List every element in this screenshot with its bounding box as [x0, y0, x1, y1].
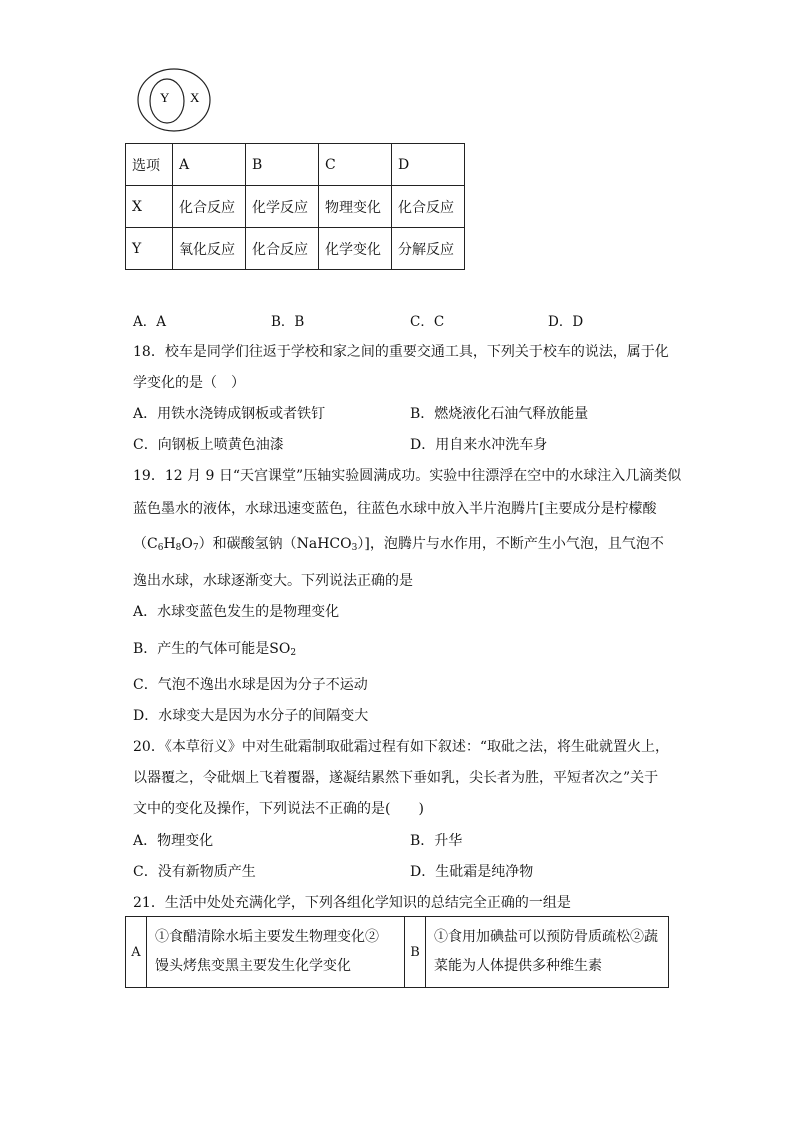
q21-option-b-line1: ①食用加碘盐可以预防骨质疏松②蔬 [434, 929, 658, 945]
q18-stem-line1: 18．校车是同学们往返于学校和家之间的重要交通工具，下列关于校车的说法，属于化 [133, 344, 669, 360]
q17-choice-a[interactable]: A．A [133, 314, 166, 330]
table-cell: X [126, 186, 173, 228]
q17-choice-b[interactable]: B．B [271, 314, 305, 330]
q17-options-table [125, 143, 465, 270]
formula-sub: 8 [175, 543, 182, 553]
q18-choice-c[interactable]: C．向钢板上喷黄色油漆 [133, 437, 284, 453]
table-row [126, 917, 669, 988]
q20-stem-line2: 以器覆之，令砒烟上飞着覆器，遂凝结累然下垂如乳，尖长者为胜，平短者次之”关于 [133, 770, 659, 786]
formula-part: H [163, 536, 176, 552]
q21-options-table [125, 916, 669, 988]
table-cell: 化学变化 [319, 228, 392, 270]
table-cell: 氧化反应 [173, 228, 246, 270]
q20-choice-a[interactable]: A．物理变化 [133, 833, 214, 849]
table-cell: A [173, 144, 246, 186]
table-cell: 化合反应 [392, 186, 465, 228]
venn-diagram [137, 68, 211, 132]
q21-option-b-line2: 菜能为人体提供多种维生素 [434, 958, 602, 974]
q21-stem: 21．生活中处处充满化学，下列各组化学知识的总结完全正确的一组是 [133, 895, 571, 911]
q19-choice-d[interactable]: D．水球变大是因为水分子的间隔变大 [133, 708, 369, 724]
formula-part: ）和碳酸氢钠（NaHCO [198, 536, 352, 552]
q19-stem-line3 [133, 533, 664, 553]
q18-choice-a[interactable]: A．用铁水浇铸成钢板或者铁钉 [133, 406, 326, 422]
q21-option-b[interactable] [426, 917, 669, 988]
q19-choice-b[interactable] [133, 638, 296, 658]
q18-stem-line2: 学变化的是（ ） [133, 375, 245, 391]
q19-stem-line2: 蓝色墨水的液体，水球迅速变蓝色，往蓝色水球中放入半片泡腾片[主要成分是柠檬酸 [133, 501, 657, 517]
table-cell: C [319, 144, 392, 186]
table-cell: 化合反应 [246, 228, 319, 270]
formula-sub: 7 [192, 543, 199, 553]
q19-stem-line4: 逸出水球，水球逐渐变大。下列说法正确的是 [133, 573, 413, 589]
q21-option-a[interactable] [147, 917, 405, 988]
table-row [126, 186, 465, 228]
q21-label-b: B [405, 917, 426, 988]
q19-choice-a[interactable]: A．水球变蓝色发生的是物理变化 [133, 604, 340, 620]
table-cell: D [392, 144, 465, 186]
formula-sub: 6 [157, 543, 164, 553]
formula-part: （C [133, 536, 158, 552]
q20-stem-line1: 20．《本草衍义》中对生砒霜制取砒霜过程有如下叙述：“取砒之法，将生砒就置火上， [133, 739, 669, 755]
q21-label-a: A [126, 917, 147, 988]
q19-choice-c[interactable]: C．气泡不逸出水球是因为分子不运动 [133, 677, 368, 693]
table-row [126, 228, 465, 270]
table-cell: Y [126, 228, 173, 270]
table-cell: 物理变化 [319, 186, 392, 228]
formula-sub: 2 [290, 648, 297, 658]
table-cell: 化合反应 [173, 186, 246, 228]
table-cell: B [246, 144, 319, 186]
q20-stem-line3: 文中的变化及操作，下列说法不正确的是( ) [133, 801, 424, 817]
q18-choice-d[interactable]: D．用自来水冲洗车身 [410, 437, 548, 453]
table-cell: 化学反应 [246, 186, 319, 228]
q20-choice-d[interactable]: D．生砒霜是纯净物 [410, 864, 534, 880]
q21-option-a-line1: ①食醋清除水垢主要发生物理变化② [155, 929, 379, 945]
q17-choice-c[interactable]: C．C [410, 314, 445, 330]
table-cell: 分解反应 [392, 228, 465, 270]
q20-choice-b[interactable]: B．升华 [410, 833, 463, 849]
formula-part: ）]，泡腾片与水作用，不断产生小气泡，且气泡不 [357, 536, 664, 552]
formula-sub: 3 [351, 543, 358, 553]
q20-choice-c[interactable]: C．没有新物质产生 [133, 864, 256, 880]
venn-label-y: Y [160, 90, 170, 105]
venn-label-x: X [190, 90, 200, 105]
table-row [126, 144, 465, 186]
formula-part: O [181, 536, 193, 552]
q21-option-a-line2: 馒头烤焦变黑主要发生化学变化 [155, 958, 351, 974]
table-cell: 选项 [126, 144, 173, 186]
q18-choice-b[interactable]: B．燃烧液化石油气释放能量 [410, 406, 589, 422]
choice-text: B．产生的气体可能是SO [133, 641, 291, 657]
q17-choice-d[interactable]: D．D [548, 314, 584, 330]
q19-stem-line1: 19．12 月 9 日“天宫课堂”压轴实验圆满成功。实验中往漂浮在空中的水球注入几滴类似 [133, 468, 682, 484]
